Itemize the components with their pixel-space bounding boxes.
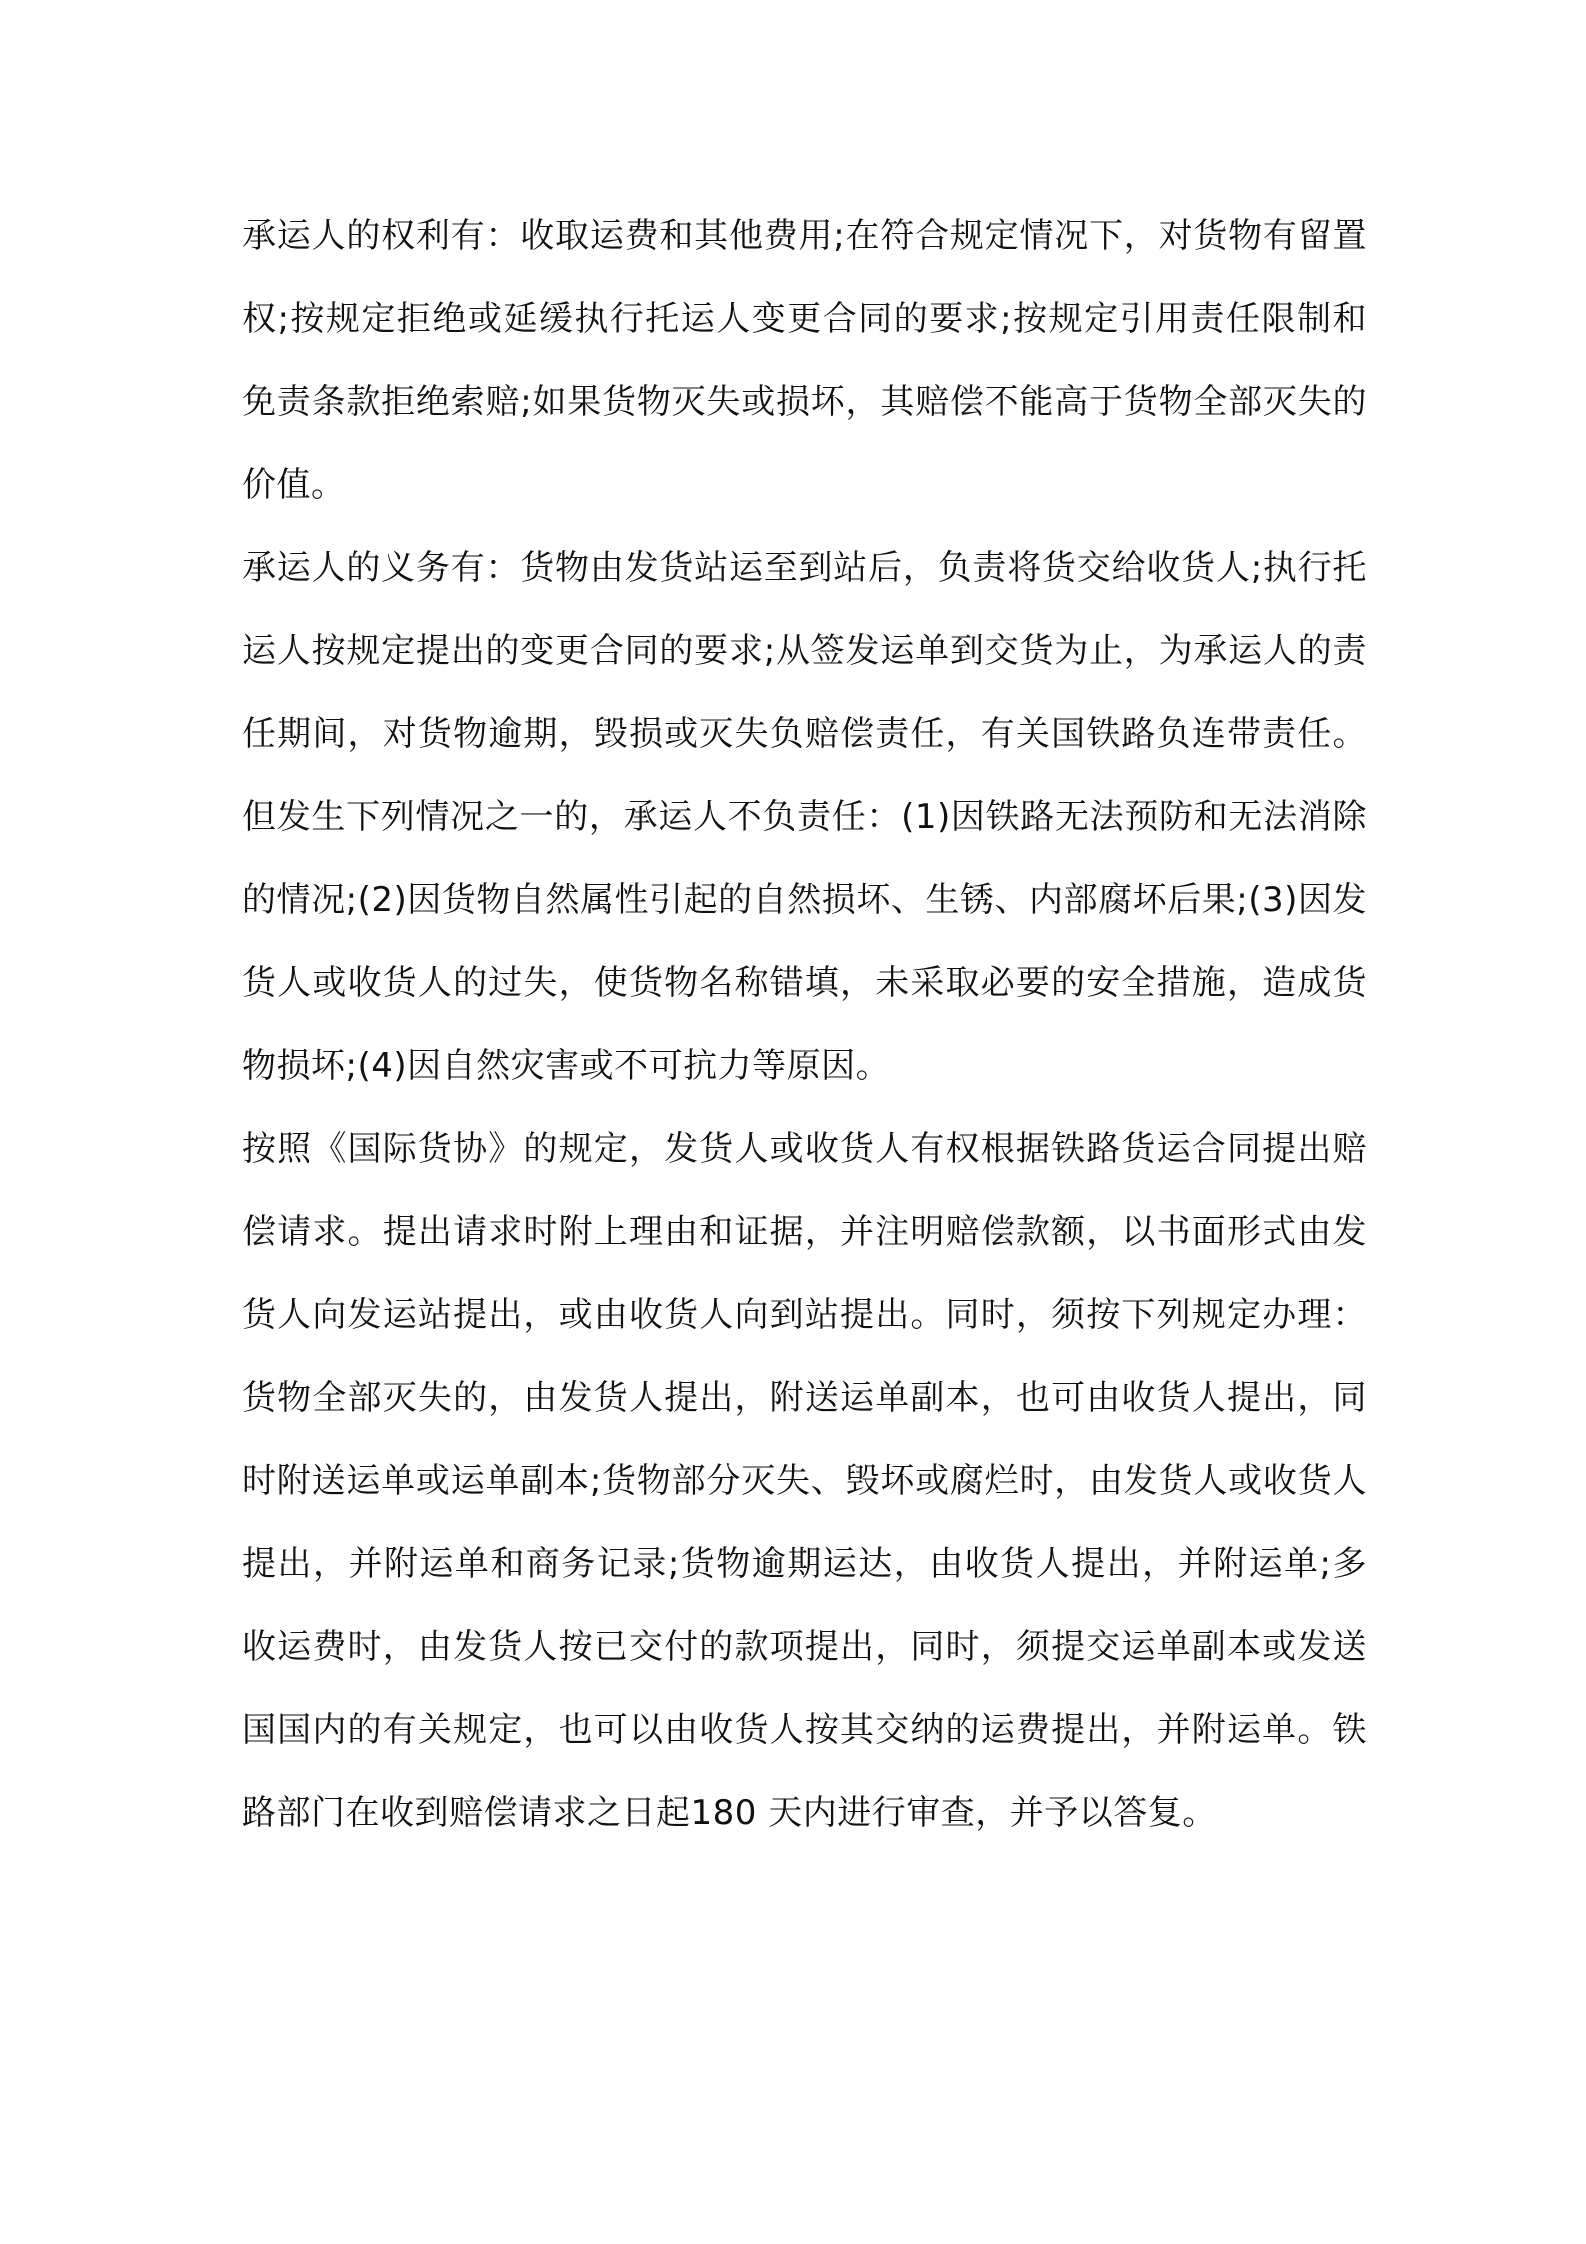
paragraph-carrier-obligations: 承运人的义务有：货物由发货站运至到站后，负责将货交给收货人;执行托运人按规定提出的变更合同的要求;从签发运单到交货为止，为承运人的责任期间，对货物逾期，毁损或灭失负赔偿责任，有关国铁路负连带责任。但发生下列情况之一的，承运人不负责任：(1)因铁路无法预防和无法消除的情况;(2)因货物自然属性引起的自然损坏、生锈、内部腐坏后果;(3)因发货人或收货人的过失，使货物名称错填，未采取必要的安全措施，造成货物损坏;(4)因自然灾害或不可抗力等原因。 xyxy=(242,548,1367,1086)
paragraph-carrier-rights: 承运人的权利有：收取运费和其他费用;在符合规定情况下，对货物有留置权;按规定拒绝或延缓执行托运人变更合同的要求;按规定引用责任限制和免责条款拒绝索赔;如果货物灭失或损坏，其赔偿不能高于货物全部灭失的价值。 xyxy=(242,216,1367,505)
document-body xyxy=(242,195,1367,1855)
paragraph-compensation-claims: 按照《国际货协》的规定，发货人或收货人有权根据铁路货运合同提出赔偿请求。提出请求时附上理由和证据，并注明赔偿款额，以书面形式由发货人向发运站提出，或由收货人向到站提出。同时，须按下列规定办理：货物全部灭失的，由发货人提出，附送运单副本，也可由收货人提出，同时附送运单或运单副本;货物部分灭失、毁坏或腐烂时，由发货人或收货人提出，并附运单和商务记录;货物逾期运达，由收货人提出，并附运单;多收运费时，由发货人按已交付的款项提出，同时，须提交运单副本或发送国国内的有关规定，也可以由收货人按其交纳的运费提出，并附运单。铁路部门在收到赔偿请求之日起180 天内进行审查，并予以答复。 xyxy=(242,1129,1367,1833)
